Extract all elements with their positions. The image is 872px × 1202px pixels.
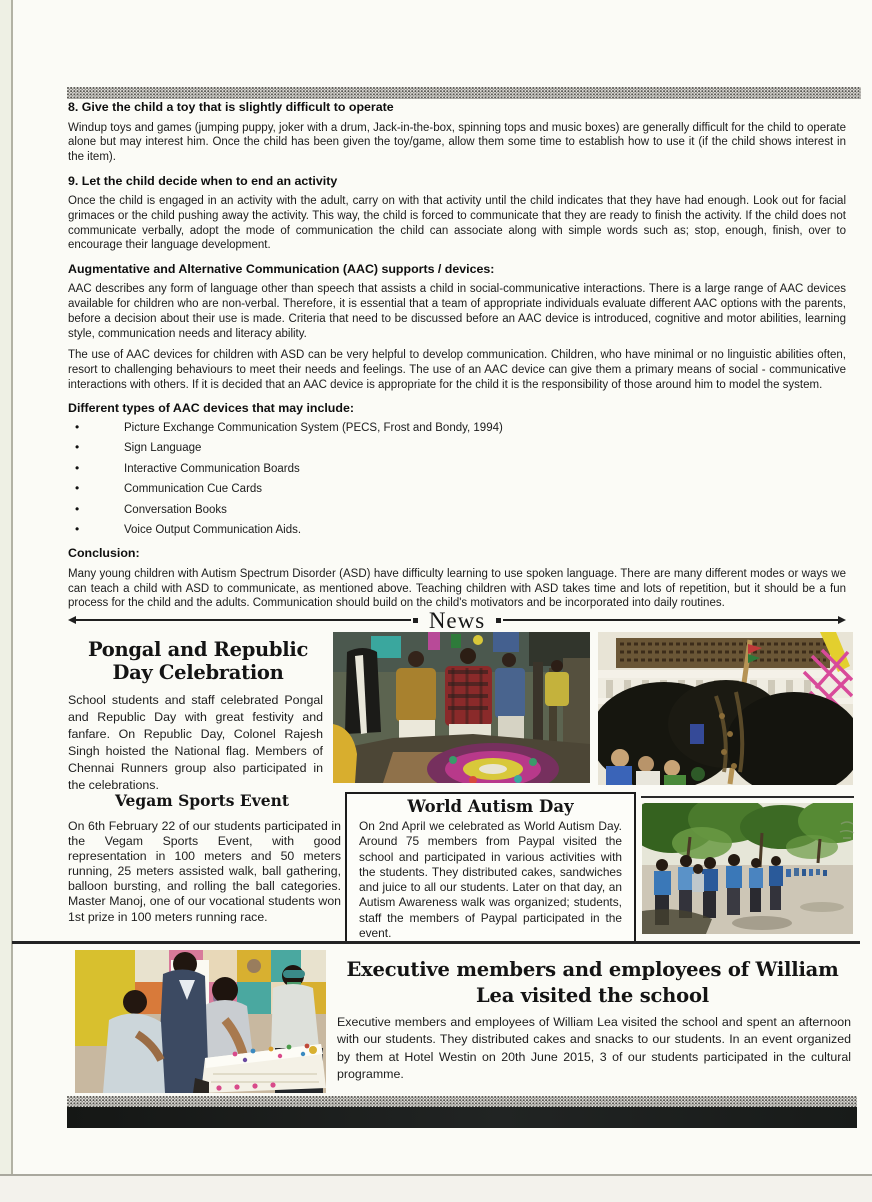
scan-bottom-margin xyxy=(0,1174,872,1202)
scan-left-margin xyxy=(0,0,11,1174)
page-left-edge xyxy=(11,0,13,1174)
list-item: • Conversation Books xyxy=(68,504,846,517)
autism-article-body: On 2nd April we celebrated as World Autism Day. Around 75 members from Paypal visited the school and participated in various activities with the students. They distributed cakes, sandwiches and juice to all our students. Later on that day, an Autism Awareness walk was organized; students, staff the members of Paypal participated in the event. xyxy=(359,819,622,941)
william-lea-article-body: Executive members and employees of William Lea visited the school and spent an afternoon with our students. They distributed cakes and snacks to our students. In an event organized by them at Hotel Westin on 20th June 2015, 3 of our students participated in the cultural programme. xyxy=(337,1015,851,1081)
section-paragraph-9: Once the child is engaged in an activity with the adult, carry on with that activity until the child indicates that they have had enough. Look out for facial grimaces or the child pushing away the activity. This way, the child is forced to communicate that they are ready to finish the activity. If the child does not communicate verbally, adopt the mode of communication the child can associate along with simple words such as; stop, enough, finish, over to encourage their language development. xyxy=(68,195,846,252)
bottom-halftone-strip xyxy=(67,1096,857,1107)
pongal-kolam-celebration-photo xyxy=(333,632,590,783)
section-divider-rule xyxy=(12,941,860,944)
divider-line xyxy=(76,619,411,621)
world-autism-day-box xyxy=(345,792,636,944)
aac-device-list xyxy=(68,422,846,538)
news-section-title: News xyxy=(428,607,486,633)
list-item: • Voice Output Communication Aids. xyxy=(68,524,846,537)
aac-heading: Augmentative and Alternative Communication (AAC) supports / devices: xyxy=(68,261,495,276)
news-section-divider xyxy=(68,606,846,634)
decorated-campus-photo xyxy=(598,632,853,785)
pongal-article-body: School students and staff celebrated Pongal and Republic Day with great festivity and fanfare. On Republic Day, Colonel Rajesh Singh hoisted the National flag. Members of Chennai Runners group also participated in the celebrations. xyxy=(68,693,323,792)
vegam-article-title: Vegam Sports Event xyxy=(114,791,290,810)
list-item: • Picture Exchange Communication System (PECS, Frost and Bondy, 1994) xyxy=(68,422,846,435)
autism-article-title: World Autism Day xyxy=(407,797,574,816)
conclusion-heading: Conclusion: xyxy=(68,546,140,561)
photo-divider-rule xyxy=(641,796,854,798)
william-lea-article-title: Executive members and employees of William Lea visited the school xyxy=(346,958,839,1007)
cake-cutting-photo xyxy=(75,950,326,1093)
pongal-article-title: Pongal and Republic Day Celebration xyxy=(87,638,309,685)
divider-dot xyxy=(413,618,418,623)
list-item: • Communication Cue Cards xyxy=(68,483,846,496)
list-item: • Interactive Communication Boards xyxy=(68,463,846,476)
divider-line xyxy=(503,619,838,621)
divider-arrow-right-icon xyxy=(838,616,846,624)
bottom-decorative-bar xyxy=(67,1107,857,1128)
section-heading-8: 8. Give the child a toy that is slightly difficult to operate xyxy=(68,100,394,114)
section-heading-9: 9. Let the child decide when to end an activity xyxy=(68,173,338,188)
divider-arrow-left-icon xyxy=(68,616,76,624)
top-decorative-bar xyxy=(67,70,855,87)
section-paragraph-8: Windup toys and games (jumping puppy, joker with a drum, Jack-in-the-box, spinning tops and music boxes) are generally difficult for the child to operate alone but may interest him. Once the child has been given the toy/game, allow them some time to establish how to use it (if the child shows interest in the item). xyxy=(68,121,846,163)
aac-paragraph-2: The use of AAC devices for children with ASD can be very helpful to develop communication. Children, who have minimal or no linguistic abilities often, resort to challenging behaviours to meet their needs and feelings. The use of an AAC device can give them a primary means of social - communicative interactions with others. If it is decided that an AAC device is appropriate for the child it is the responsibility of those around him to model the system. xyxy=(68,349,846,391)
aac-types-heading: Different types of AAC devices that may include: xyxy=(68,401,354,416)
vegam-article-body: On 6th February 22 of our students participated in the Vegam Sports Event, with good representation in 100 meters and 50 meters running, 25 meters assisted walk, ball gathering, balloon bursting, and rolling the ball categories. Master Manoj, one of our vocational students won 1st prize in 100 meters running race. xyxy=(68,819,341,924)
divider-dot xyxy=(496,618,501,623)
conclusion-paragraph: Many young children with Autism Spectrum Disorder (ASD) have difficulty learning to use spoken language. There are many different modes or ways we can teach a child with ASD to communicate, as mentioned above. Teaching children with ASD takes time and lots of repetition, but it should be a fun process for the child and the adults. Communication should build on the child's motivators and be incorporated into daily routines. xyxy=(68,567,846,610)
article-body xyxy=(68,100,846,618)
autism-awareness-walk-photo xyxy=(642,803,853,934)
aac-paragraph-1: AAC describes any form of language other than speech that assists a child in social-communicative interactions. There is a large range of AAC devices available for children who are non-verbal. Therefore, it is essential that a team of appropriate individuals evaluate different AAC options with the parents, before a decision about their use is made. Criteria that need to be discussed before an AAC device is introduced, cognitive and motor abilities, learning style, communication needs and literacy ability. xyxy=(68,283,846,340)
pencil-mark xyxy=(838,818,860,842)
list-item: • Sign Language xyxy=(68,442,846,455)
top-halftone-strip xyxy=(67,87,861,99)
